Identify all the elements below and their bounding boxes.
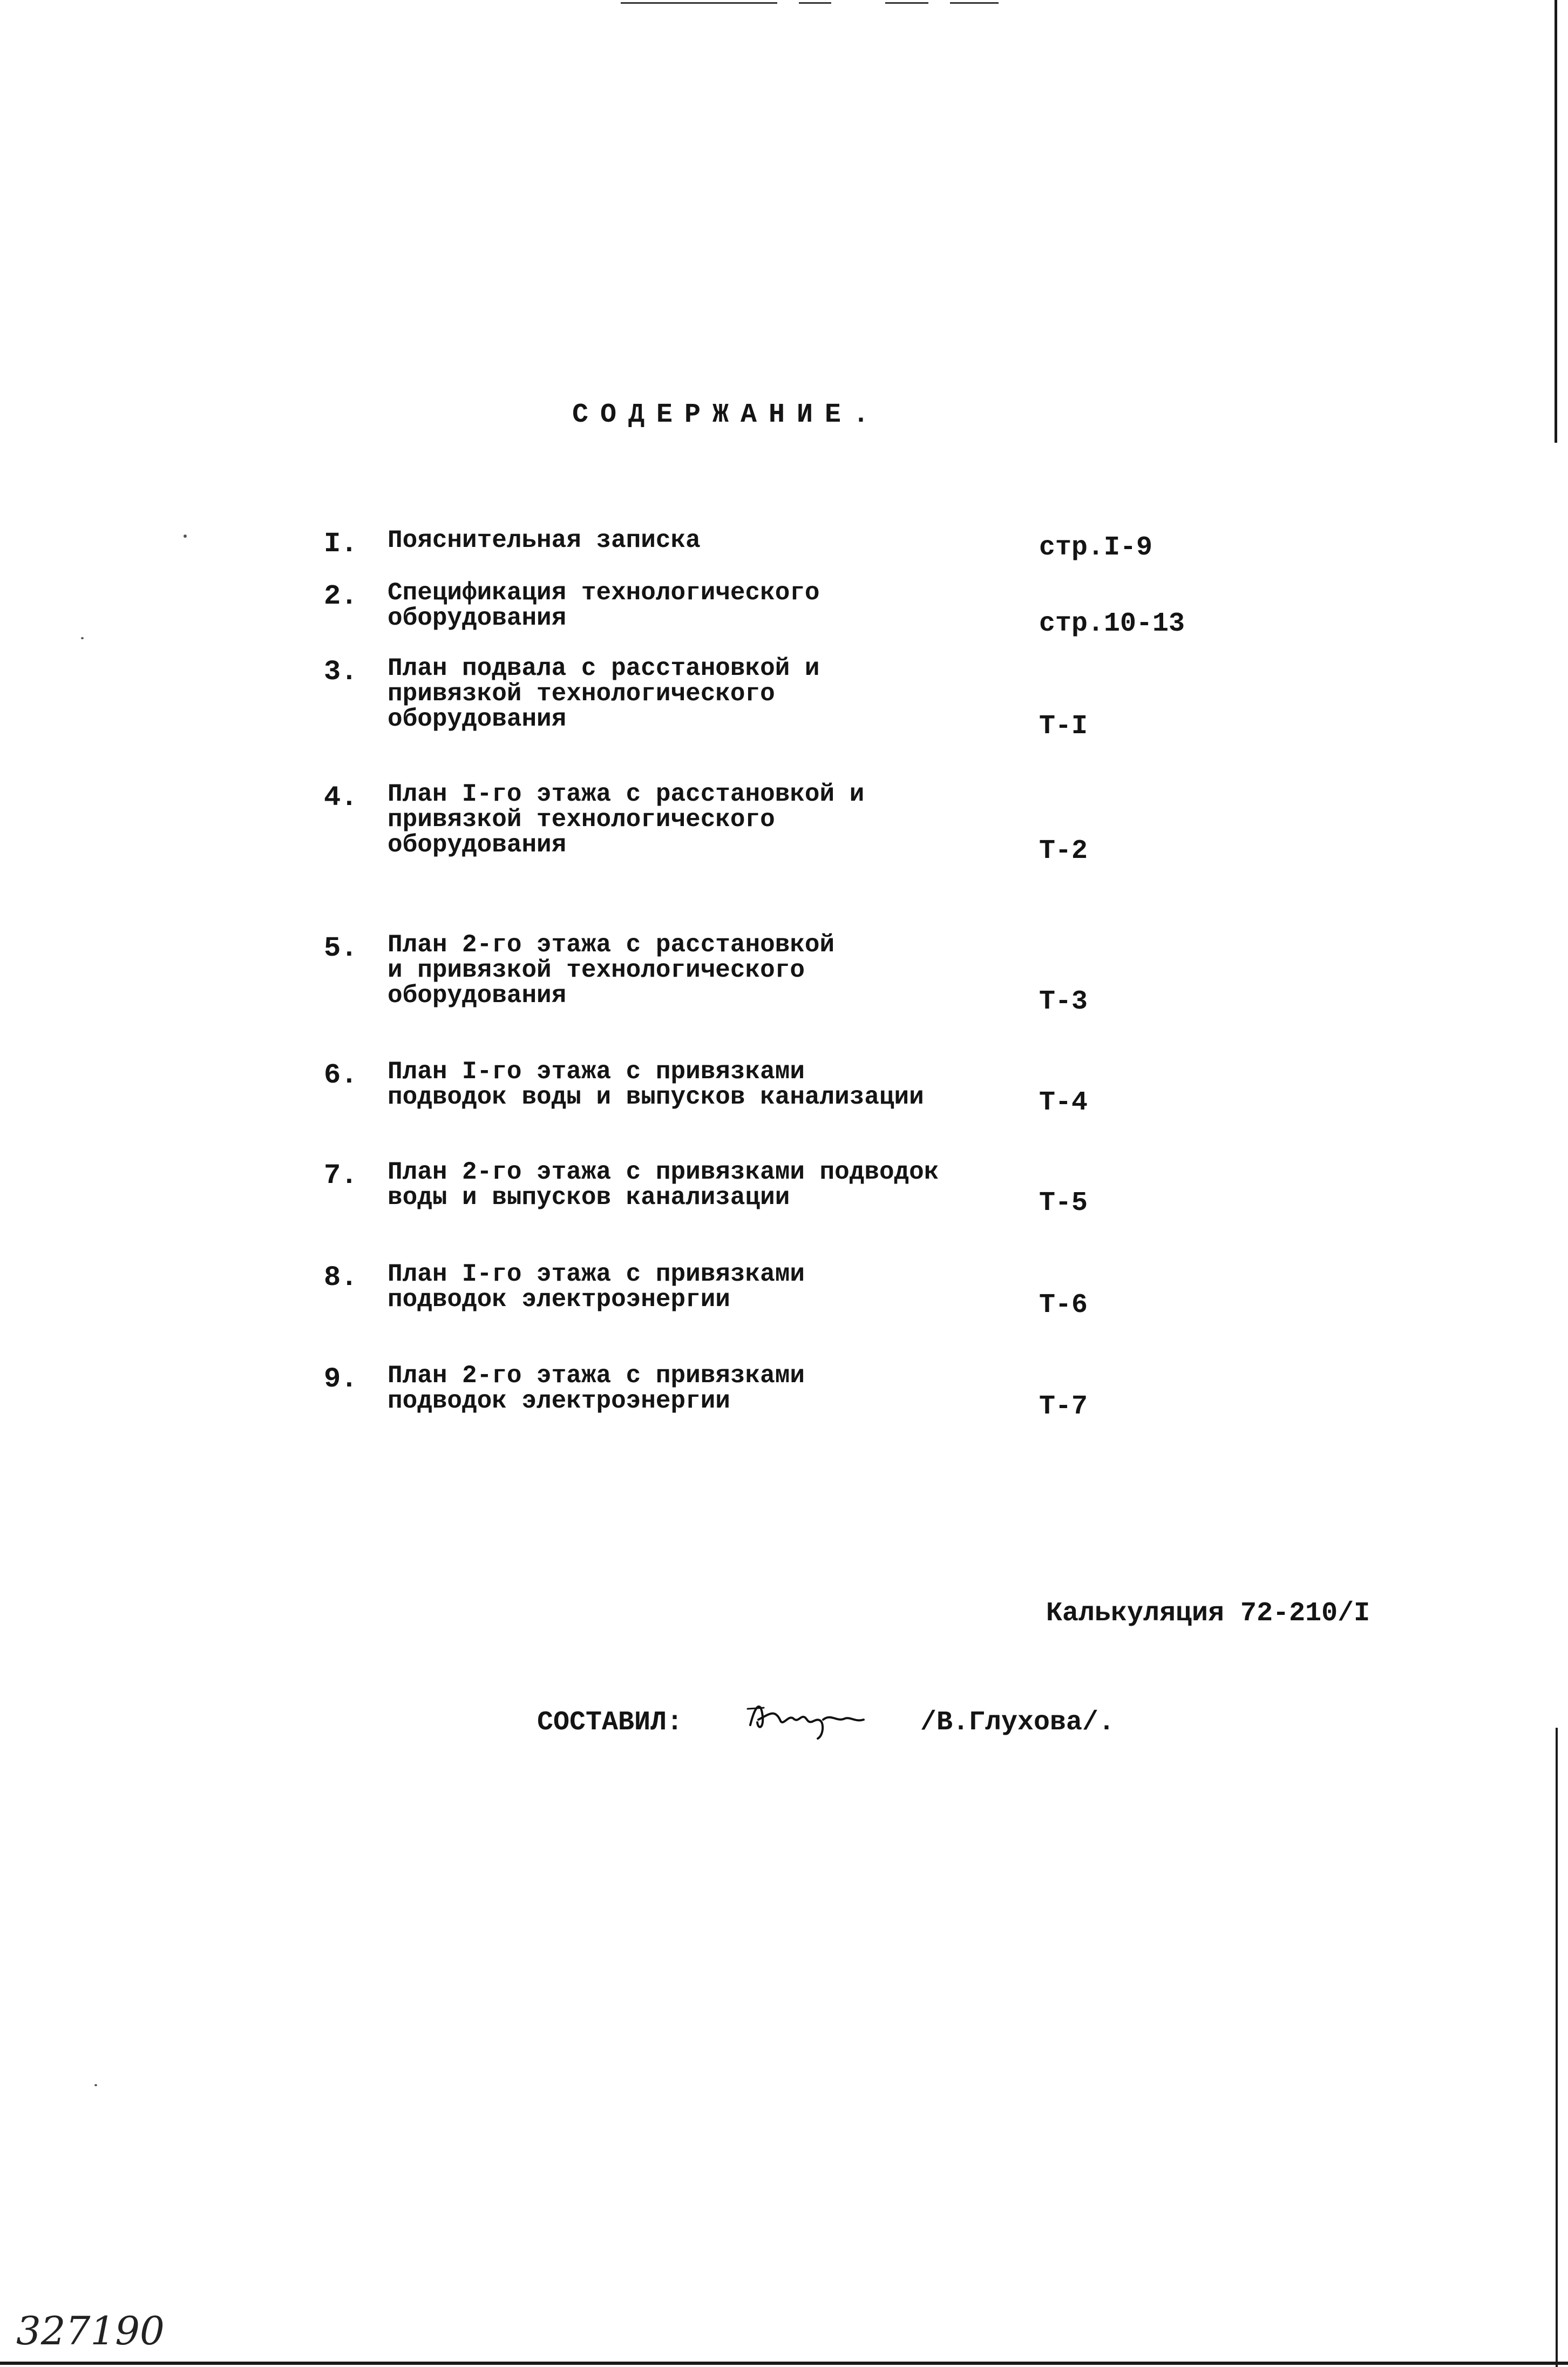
toc-item-page: Т-7 xyxy=(1039,1391,1088,1422)
toc-item-text: Спецификация технологического оборудования xyxy=(388,579,820,632)
composed-by-label: СОСТАВИЛ: xyxy=(537,1707,683,1738)
scan-speck xyxy=(184,535,187,538)
archive-stamp-number: 327190 xyxy=(16,2308,165,2354)
toc-item-page: стр.I-9 xyxy=(1039,532,1153,563)
toc-item-text: План 2-го этажа с привязками подводок воды и выпусков канализации xyxy=(388,1158,939,1212)
toc-item-text: План 2-го этажа с расстановкой и привязкой технологического оборудования xyxy=(388,931,835,1010)
toc-item-number: I. xyxy=(324,528,358,560)
toc-item-number: 6. xyxy=(324,1059,358,1091)
top-dash-mark xyxy=(799,2,831,4)
toc-item-page: Т-I xyxy=(1039,711,1088,742)
toc-item-text: План I-го этажа с привязками подводок воды и выпусков канализации xyxy=(388,1058,924,1111)
toc-item-text: План I-го этажа с расстановкой и привязкой технологического оборудования xyxy=(388,780,865,859)
scan-speck xyxy=(81,637,84,639)
toc-item-number: 4. xyxy=(324,782,358,814)
toc-item-page: Т-6 xyxy=(1039,1290,1088,1321)
toc-item-number: 7. xyxy=(324,1160,358,1192)
toc-item-text: План подвала с расстановкой и привязкой технологического оборудования xyxy=(388,654,820,733)
toc-item-number: 3. xyxy=(324,656,358,688)
scan-speck xyxy=(94,2084,97,2086)
page-border-bottom xyxy=(0,2362,1568,2365)
page-border-right-lower xyxy=(1556,1728,1558,2367)
toc-item-page: Т-4 xyxy=(1039,1087,1088,1118)
handwritten-signature-icon xyxy=(742,1693,872,1741)
toc-item-number: 9. xyxy=(324,1363,358,1395)
top-dash-mark xyxy=(950,2,999,4)
toc-item-page: Т-5 xyxy=(1039,1188,1088,1219)
toc-item-number: 5. xyxy=(324,932,358,964)
top-dash-mark xyxy=(621,2,777,4)
toc-item-text: План 2-го этажа с привязками подводок электроэнергии xyxy=(388,1362,805,1415)
calculation-number: Калькуляция 72-210/I xyxy=(1046,1598,1370,1629)
top-dash-mark xyxy=(885,2,928,4)
signer-name: /В.Глухова/. xyxy=(920,1707,1115,1738)
toc-item-page: Т-3 xyxy=(1039,986,1088,1017)
page-border-right xyxy=(1555,0,1557,443)
document-title: СОДЕРЖАНИЕ. xyxy=(572,400,881,430)
toc-item-text: Пояснительная записка xyxy=(388,526,701,554)
toc-item-text: План I-го этажа с привязками подводок электроэнергии xyxy=(388,1260,805,1314)
toc-item-page: стр.10-13 xyxy=(1039,608,1185,639)
toc-item-number: 2. xyxy=(324,580,358,612)
toc-item-page: Т-2 xyxy=(1039,836,1088,867)
toc-item-number: 8. xyxy=(324,1262,358,1294)
